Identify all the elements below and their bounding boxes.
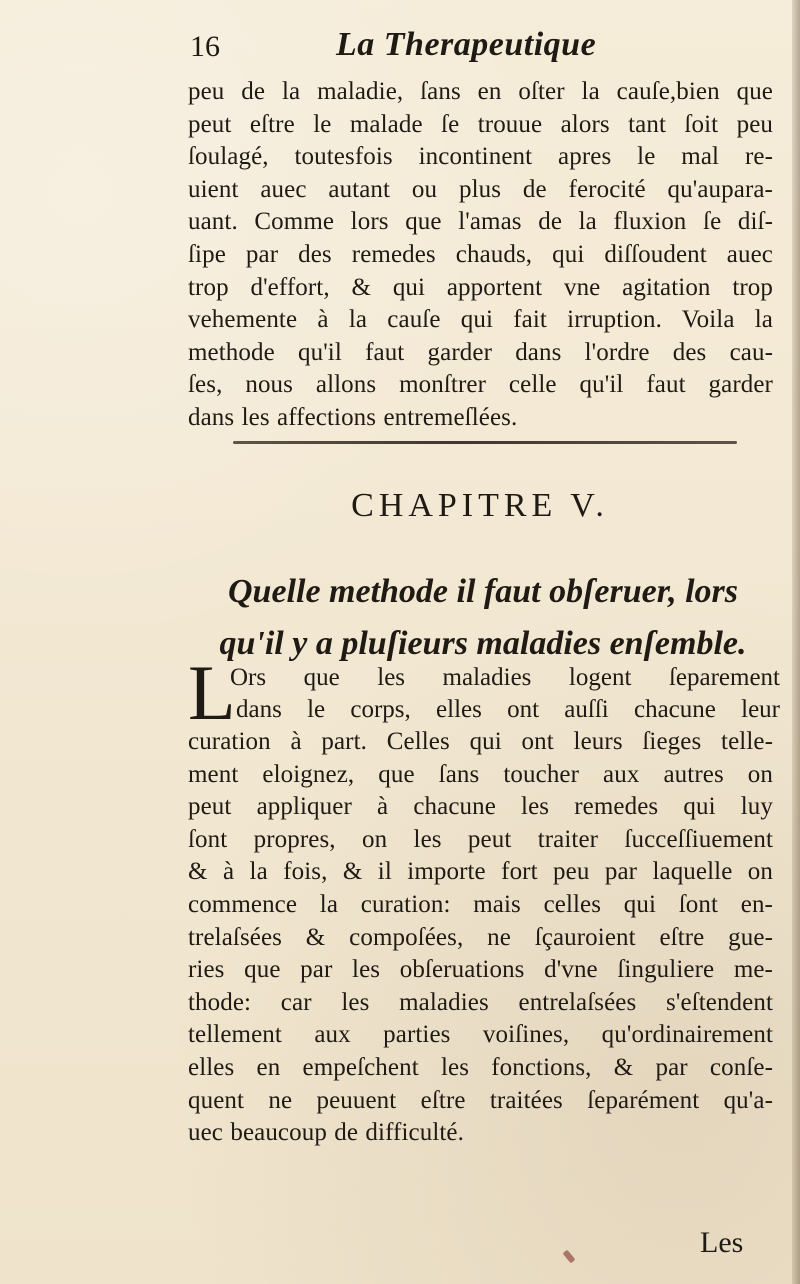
paragraph-text-block xyxy=(188,726,773,1150)
text-line: methode qu'il faut garder dans l'ordre des cau- xyxy=(188,338,773,366)
text-line: ſont propres, on les peut traiter ſucceſſiuement xyxy=(188,825,773,853)
paragraph-second-line: dans le corps, elles ont auſſi chacune leur xyxy=(236,696,780,723)
drop-cap: L xyxy=(188,649,236,736)
text-line: uant. Comme lors que l'amas de la fluxion ſe diſ- xyxy=(188,208,773,236)
section-divider xyxy=(233,441,737,444)
text-line: trop d'effort, & qui apportent vne agitation trop xyxy=(188,273,773,301)
text-line: curation à part. Celles qui ont leurs ſieges telle- xyxy=(188,728,773,755)
catchword: Les xyxy=(700,1226,744,1259)
text-line: ries que par les obſeruations d'vne ſinguliere me- xyxy=(188,956,773,984)
subtitle-line: qu'il y a pluſieurs maladies enſemble. xyxy=(219,625,747,662)
page-edge-shadow xyxy=(792,0,800,1284)
text-line: dans les affections entremeſlées. xyxy=(188,403,518,431)
text-line: uec beaucoup de difficulté. xyxy=(188,1119,464,1147)
text-line: ſoulagé, toutesfois incontinent apres le mal re- xyxy=(188,143,773,171)
text-line: ſes, nous allons monſtrer celle qu'il faut garder xyxy=(188,371,773,399)
running-title: La Therapeutique xyxy=(336,26,597,63)
running-head xyxy=(190,26,750,78)
text-line: elles en empeſchent les fonctions, & par conſe- xyxy=(188,1053,773,1081)
text-line: thode: car les maladies entrelaſsées s'eſtendent xyxy=(188,988,773,1016)
text-line: commence la curation: mais celles qui ſont en- xyxy=(188,890,773,918)
text-line: peu de la maladie, ſans en oſter la cauſe,bien que xyxy=(188,78,773,105)
text-line: peut eſtre le malade ſe trouue alors tant ſoit peu xyxy=(188,110,773,138)
top-text-block xyxy=(188,76,773,435)
text-line: ſipe par des remedes chauds, qui diſſoudent auec xyxy=(188,240,773,268)
text-line: peut appliquer à chacune les remedes qui luy xyxy=(188,793,773,821)
text-line: ment eloignez, que ſans toucher aux autres on xyxy=(188,760,773,788)
chapter-subtitle xyxy=(188,566,778,670)
chapter-heading: CHAPITRE V. xyxy=(351,487,609,524)
text-line: tellement aux parties voiſines, qu'ordinairement xyxy=(188,1021,773,1049)
text-line: vehemente à la cauſe qui fait irruption. Voila la xyxy=(188,306,773,334)
paragraph-first-line: Ors que les maladies logent ſeparement xyxy=(230,664,780,691)
text-line: quent ne peuuent eſtre traitées ſeparément qu'a- xyxy=(188,1086,773,1114)
text-line: uient auec autant ou plus de ferocité qu'aupara- xyxy=(188,175,773,203)
page-number: 16 xyxy=(190,30,220,63)
ink-mark xyxy=(563,1250,576,1264)
subtitle-line: Quelle methode il faut obſeruer, lors xyxy=(228,573,738,610)
text-line: trelaſsées & compoſées, ne ſçauroient eſtre gue- xyxy=(188,923,773,951)
text-line: & à la fois, & il importe fort peu par laquelle on xyxy=(188,858,773,886)
